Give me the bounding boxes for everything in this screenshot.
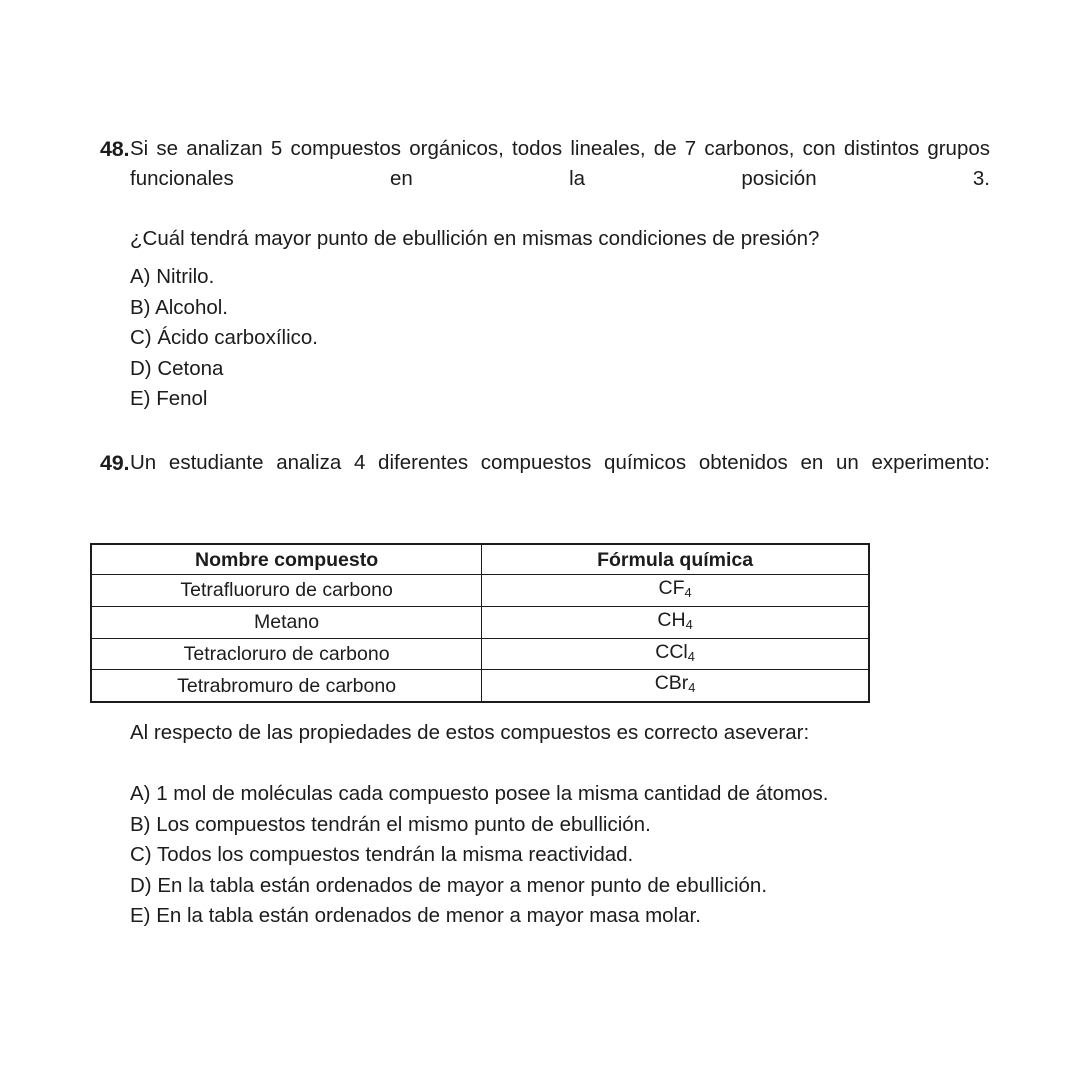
- question-49-options: [130, 779, 829, 932]
- formula-subscript: 4: [684, 584, 692, 600]
- option-49-d[interactable]: D) En la tabla están ordenados de mayor a menor punto de ebullición.: [130, 873, 768, 897]
- option-48-b[interactable]: B) Alcohol.: [130, 295, 228, 319]
- question-49-number: 49.: [100, 451, 130, 475]
- option-48-d[interactable]: D) Cetona: [130, 356, 224, 380]
- option-48-e[interactable]: E) Fenol: [130, 387, 208, 410]
- cell-chemical-formula: [482, 575, 869, 607]
- formula-subscript: 4: [685, 616, 693, 632]
- question-48-body: [100, 134, 990, 254]
- question-49-stem: Un estudiante analiza 4 diferentes compuestos químicos obtenidos en un experimento:: [130, 451, 990, 474]
- question-49: [100, 448, 990, 508]
- question-48-subline: ¿Cuál tendrá mayor punto de ebullición en mismas condiciones de presión?: [130, 227, 820, 250]
- table-row: [91, 606, 869, 638]
- cell-compound-name: Tetrabromuro de carbono: [91, 670, 482, 702]
- option-49-a[interactable]: A) 1 mol de moléculas cada compuesto posee la misma cantidad de átomos.: [130, 782, 829, 805]
- question-48-stem: Si se analizan 5 compuestos orgánicos, todos lineales, de 7 carbonos, con distintos grupos funcionales en la posición 3.: [130, 137, 990, 190]
- question-49-body: [100, 448, 990, 508]
- question-48: [100, 134, 990, 254]
- table-row: [91, 638, 869, 670]
- cell-compound-name: Tetrafluoruro de carbono: [91, 575, 482, 607]
- table-row: [91, 575, 869, 607]
- cell-compound-name: Metano: [91, 606, 482, 638]
- formula-base: CF: [658, 577, 685, 599]
- table-row: [91, 670, 869, 702]
- option-49-e[interactable]: E) En la tabla están ordenados de menor a mayor masa molar.: [130, 904, 701, 927]
- formula-subscript: 4: [687, 648, 695, 664]
- question-48-options: [130, 262, 318, 415]
- question-49-lead-line: Al respecto de las propiedades de estos compuestos es correcto aseverar:: [130, 721, 810, 744]
- option-48-a[interactable]: A) Nitrilo.: [130, 265, 215, 288]
- option-48-c[interactable]: C) Ácido carboxílico.: [130, 326, 318, 349]
- formula-base: CCl: [655, 640, 688, 663]
- cell-chemical-formula: [482, 638, 869, 670]
- compound-table: [90, 543, 870, 703]
- cell-compound-name: Tetracloruro de carbono: [91, 638, 482, 670]
- option-49-b[interactable]: B) Los compuestos tendrán el mismo punto de ebullición.: [130, 812, 651, 836]
- question-48-number: 48.: [100, 137, 130, 161]
- table-header-compound-name: Nombre compuesto: [91, 544, 482, 575]
- table-header-chemical-formula: Fórmula química: [482, 544, 869, 575]
- table-header-row: [91, 544, 869, 575]
- formula-base: CBr: [654, 672, 689, 695]
- formula-base: CH: [657, 608, 686, 631]
- formula-subscript: 4: [688, 680, 696, 696]
- cell-chemical-formula: [482, 606, 869, 638]
- option-49-c[interactable]: C) Todos los compuestos tendrán la misma reactividad.: [130, 843, 634, 866]
- cell-chemical-formula: [482, 670, 869, 702]
